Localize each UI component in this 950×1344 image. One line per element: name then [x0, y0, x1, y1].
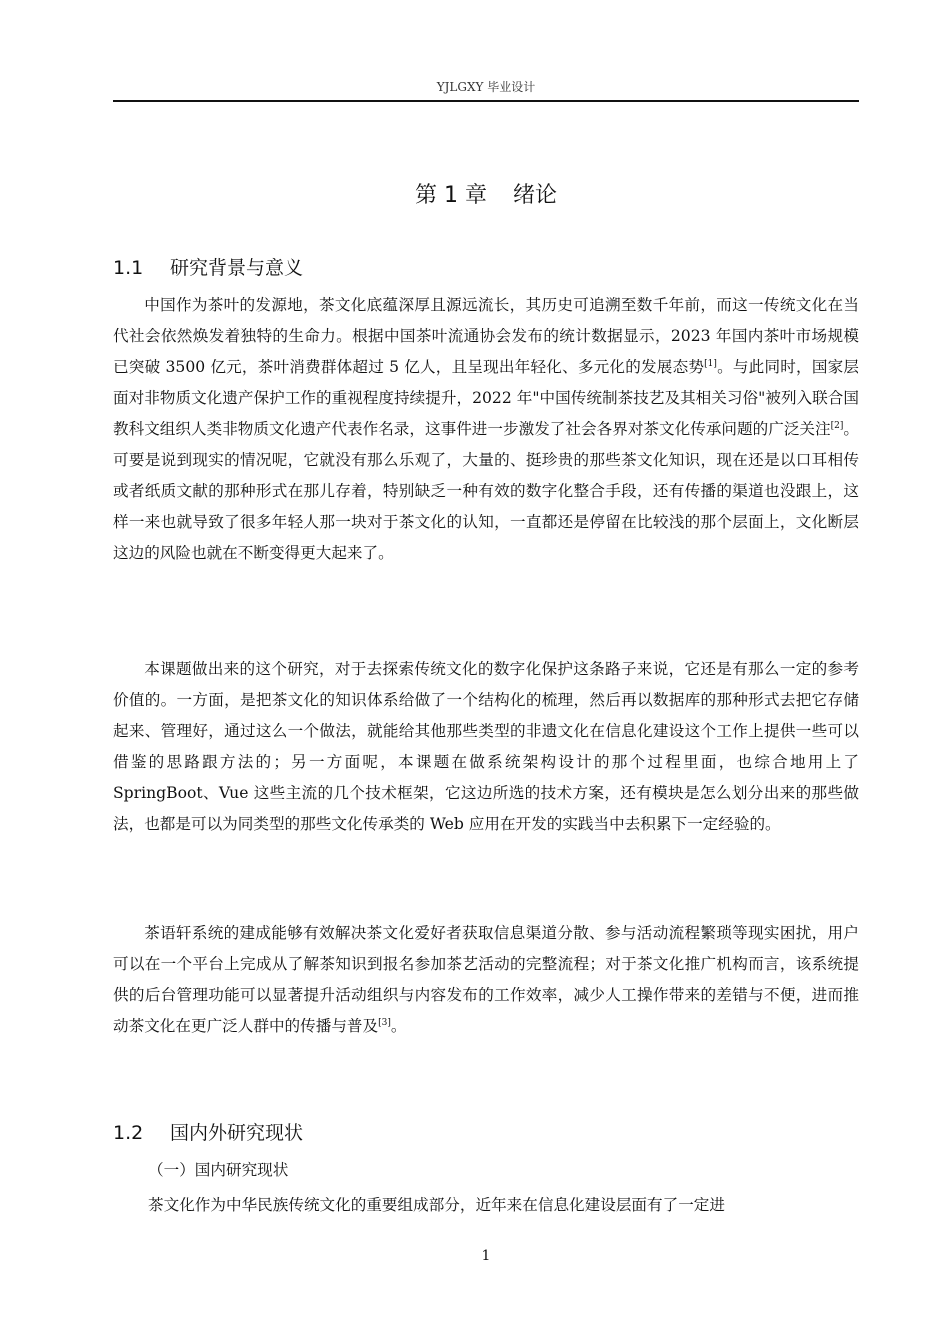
chapter-name: 绪论 [512, 183, 557, 208]
chapter-number: 第 1 章 [415, 183, 487, 208]
paragraph-text: 本课题做出来的这个研究，对于去探索传统文化的数字化保护这条路子来说，它还是有那么一定的参考价值的。一方面，是把茶文化的知识体系给做了一个结构化的梳理，然后再以数据库的那种形式去把它存储起来、管理好，通过这么一个做法，就能给其他那些类型的非遗文化在信息化建设这个工作上提供一些可以借鉴的思路跟方法的；另一方面呢，本课题在做系统架构设计的那个过程里面，也综合地用上了 SpringBoot、Vue 这些主流的几个技术框架，它这边所选的技术方案，还有模块是怎么划分出来的那些做法，也都是可以为同类型的那些文化传承类的 Web 应用在开发的实践当中去积累下一定经验的。 [113, 660, 859, 833]
paragraph-text: 。可要是说到现实的情况呢，它就没有那么乐观了，大量的、挺珍贵的那些茶文化知识，现在还是以口耳相传或者纸质文献的那种形式在那儿存着，特别缺乏一种有效的数字化整合手段，还有传播的渠道也没跟上，这样一来也就导致了很多年轻人那一块对于茶文化的认知，一直都还是停留在比较浅的那个层面上，文化断层这边的风险也就在不断变得更大起来了。 [113, 420, 859, 562]
paragraph-significance [113, 654, 859, 840]
section-title: 国内外研究现状 [170, 1122, 304, 1144]
section-number: 1.2 [113, 1122, 144, 1144]
subheading-domestic-research: （一）国内研究现状 [148, 1161, 289, 1179]
paragraph-text: 。与此同时，国家层面对非物质文化遗产保护工作的重视程度持续提升，2022 年"中国传统制茶技艺及其相关习俗"被列入联合国教科文组织人类非物质文化遗产代表作名录，这事件进一步激发了社会各界对茶文化传承问题的广泛关注 [113, 358, 859, 438]
paragraph-text: 茶语轩系统的建成能够有效解决茶文化爱好者获取信息渠道分散、参与活动流程繁琐等现实困扰，用户可以在一个平台上完成从了解茶知识到报名参加茶艺活动的完整流程；对于茶文化推广机构而言，该系统提供的后台管理功能可以显著提升活动组织与内容发布的工作效率，减少人工操作带来的差错与不便，进而推动茶文化在更广泛人群中的传播与普及 [113, 924, 859, 1035]
citation-3: [3] [378, 1018, 391, 1028]
section-heading-1-1 [113, 253, 303, 280]
chapter-title [113, 178, 859, 209]
citation-2: [2] [830, 421, 844, 431]
citation-1: [1] [704, 359, 717, 369]
paragraph-background [113, 290, 859, 569]
paragraph-domestic-lead: 茶文化作为中华民族传统文化的重要组成部分，近年来在信息化建设层面有了一定进 [148, 1196, 725, 1214]
running-header: YJLGXY 毕业设计 [436, 80, 536, 94]
section-heading-1-2 [113, 1118, 303, 1145]
header-rule [113, 100, 859, 102]
section-number: 1.1 [113, 257, 144, 279]
section-title: 研究背景与意义 [170, 257, 304, 279]
paragraph-text: 中国作为茶叶的发源地，茶文化底蕴深厚且源远流长，其历史可追溯至数千年前，而这一传统文化在当代社会依然焕发着独特的生命力。根据中国茶叶流通协会发布的统计数据显示，2023 年国内茶叶市场规模已突破 3500 亿元，茶叶消费群体超过 5 亿人，且呈现出年轻化、多元化的发展态势 [113, 296, 859, 376]
paragraph-system-value [113, 918, 859, 1042]
page-number: 1 [481, 1248, 491, 1264]
paragraph-text: 。 [390, 1017, 407, 1035]
